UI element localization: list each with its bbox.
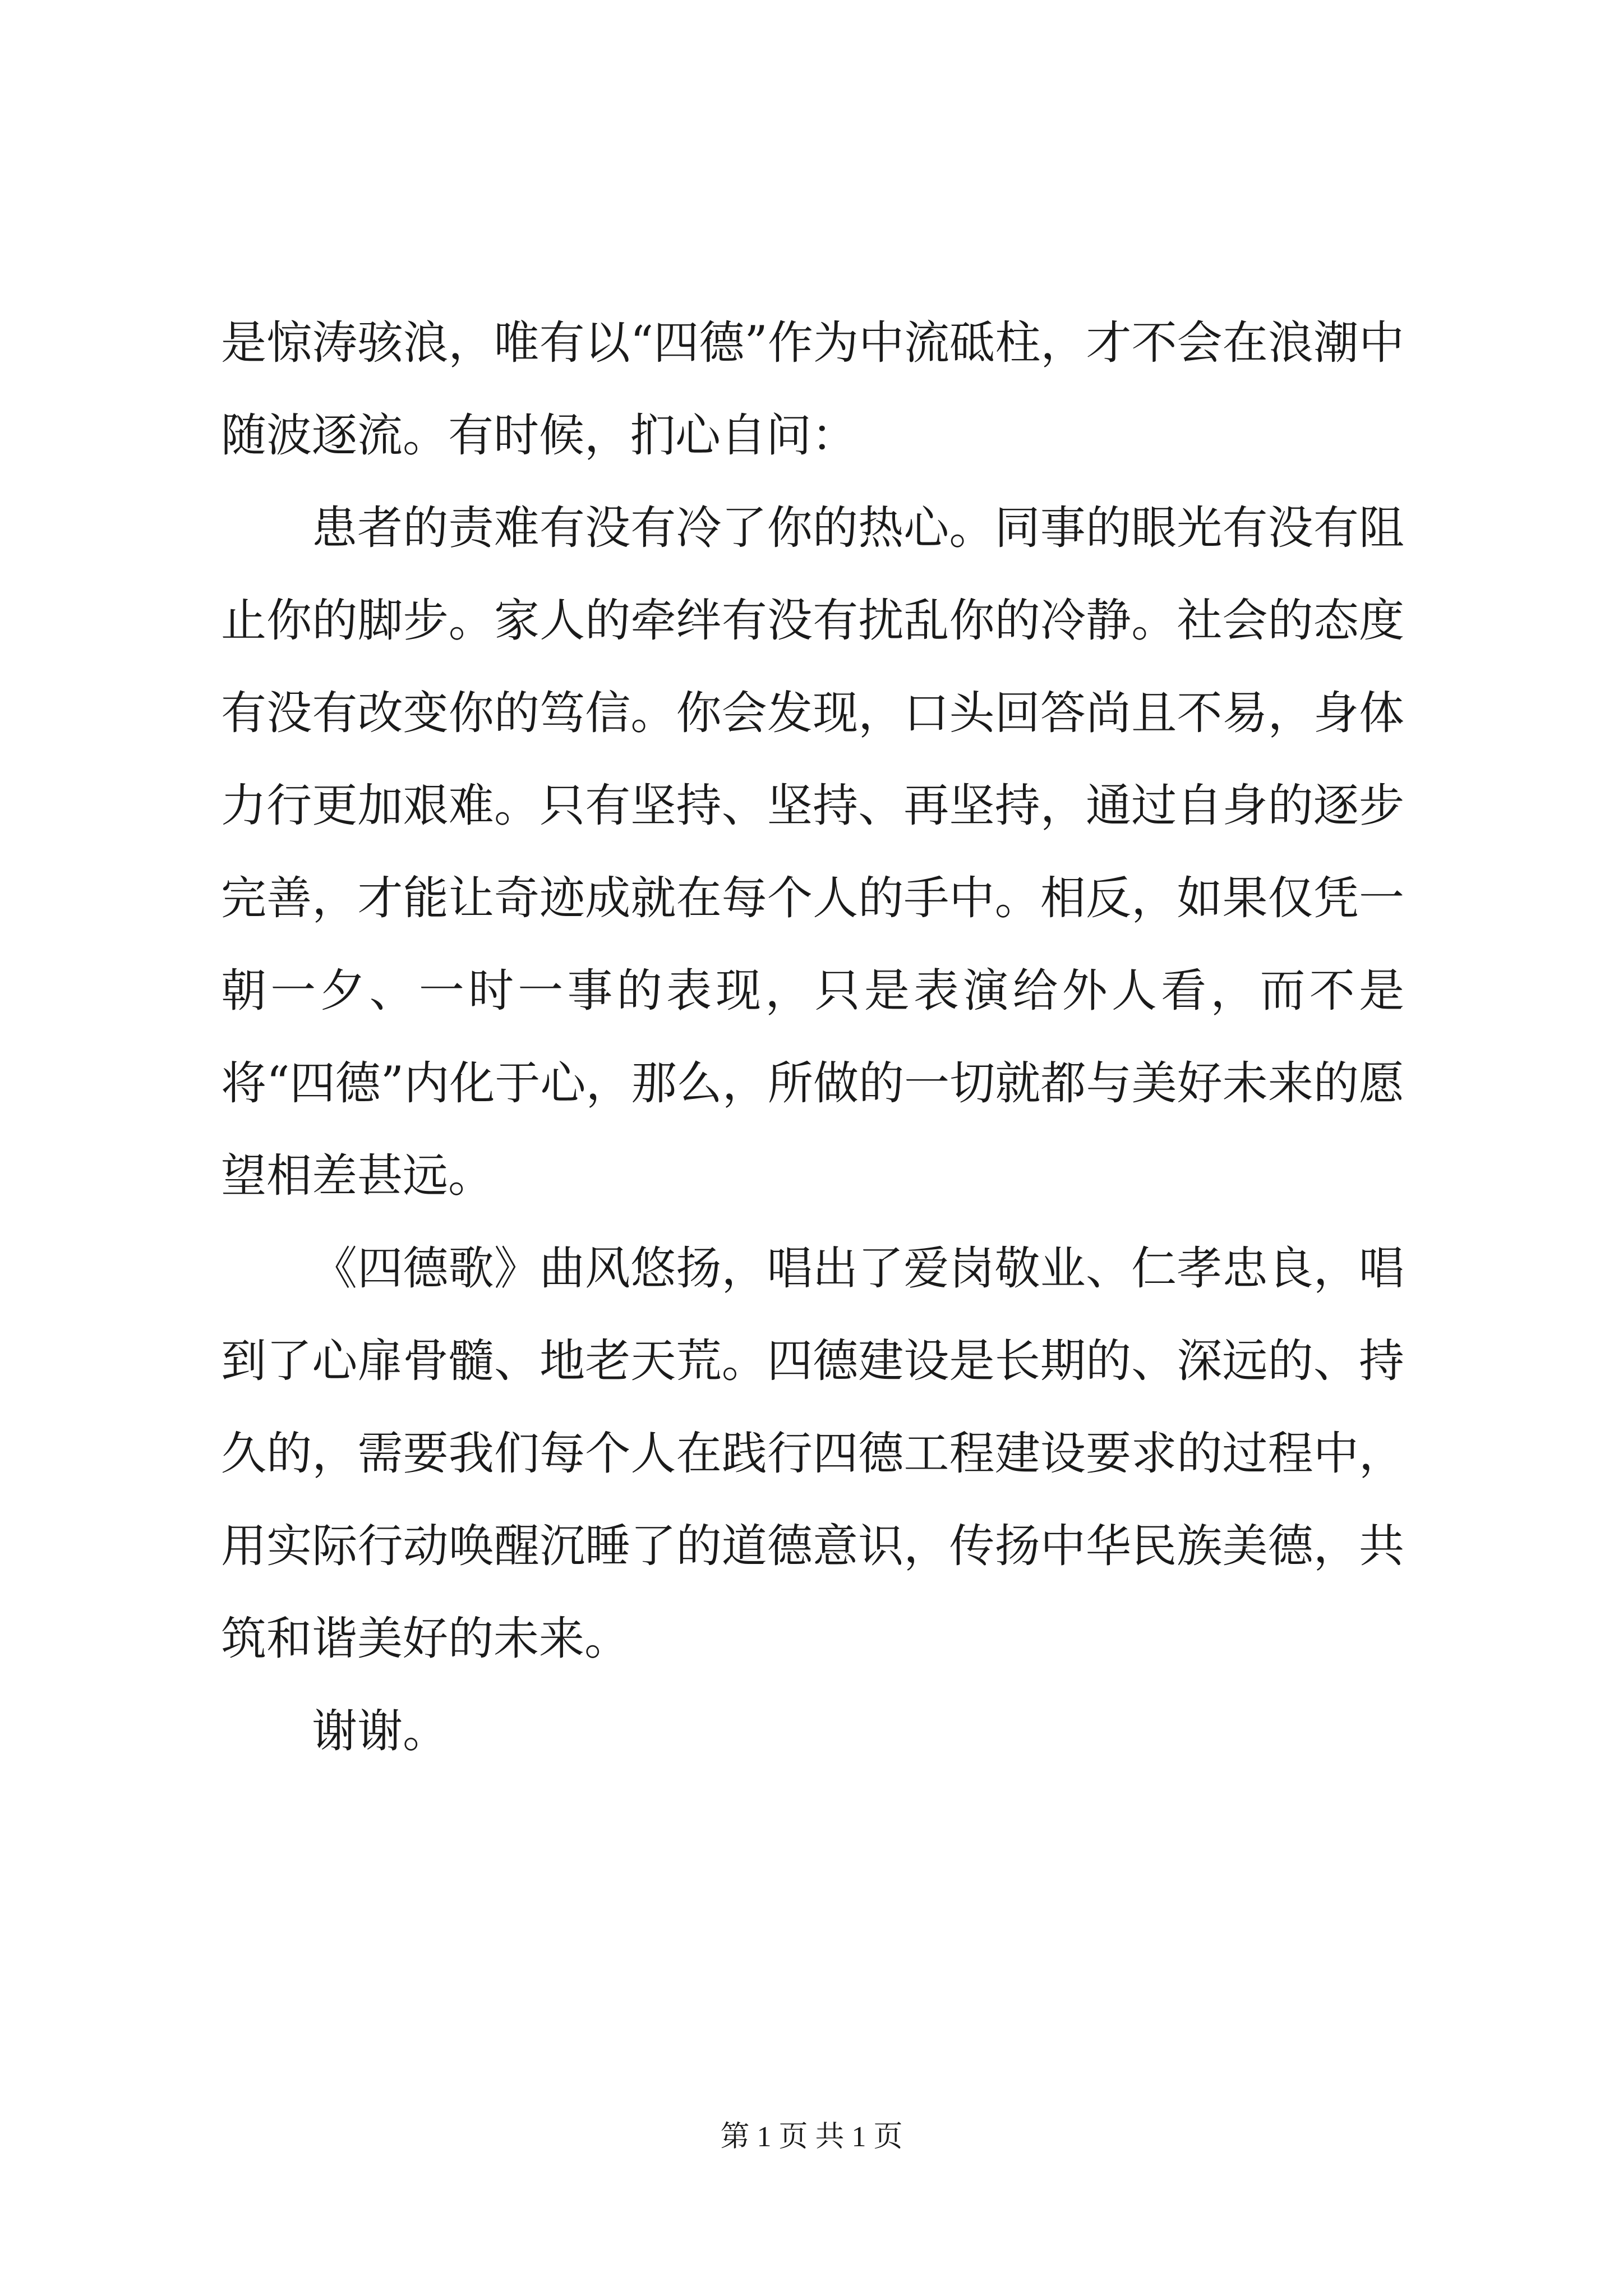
paragraph-4: 谢谢。 bbox=[312, 1705, 449, 1758]
document-body bbox=[221, 297, 1404, 1778]
page-footer: 第 1 页 共 1 页 bbox=[720, 2121, 903, 2153]
paragraph-2: 患者的责难有没有冷了你的热心。同事的眼光有没有阻止你的脚步。家人的牵绊有没有扰乱你的冷静。社会的态度有没有改变你的笃信。你会发现，口头回答尚且不易，身体力行更加艰难。只有坚持、坚持、再坚持，通过自身的逐步完善，才能让奇迹成就在每个人的手中。相反，如果仅凭一朝一夕、一时一事的表现，只是表演给外人看，而不是将“四德”内化于心，那么，所做的一切就都与美好未来的愿望相差甚远。 bbox=[221, 502, 1404, 1203]
paragraph-1: 是惊涛骇浪，唯有以“四德”作为中流砥柱，才不会在浪潮中随波逐流。有时候，扪心自问： bbox=[221, 317, 1404, 462]
paragraph-3: 《四德歌》曲风悠扬，唱出了爱岗敬业、仁孝忠良，唱到了心扉骨髓、地老天荒。四德建设是长期的、深远的、持久的，需要我们每个人在践行四德工程建设要求的过程中，用实际行动唤醒沉睡了的道德意识，传扬中华民族美德，共筑和谐美好的未来。 bbox=[221, 1243, 1404, 1665]
